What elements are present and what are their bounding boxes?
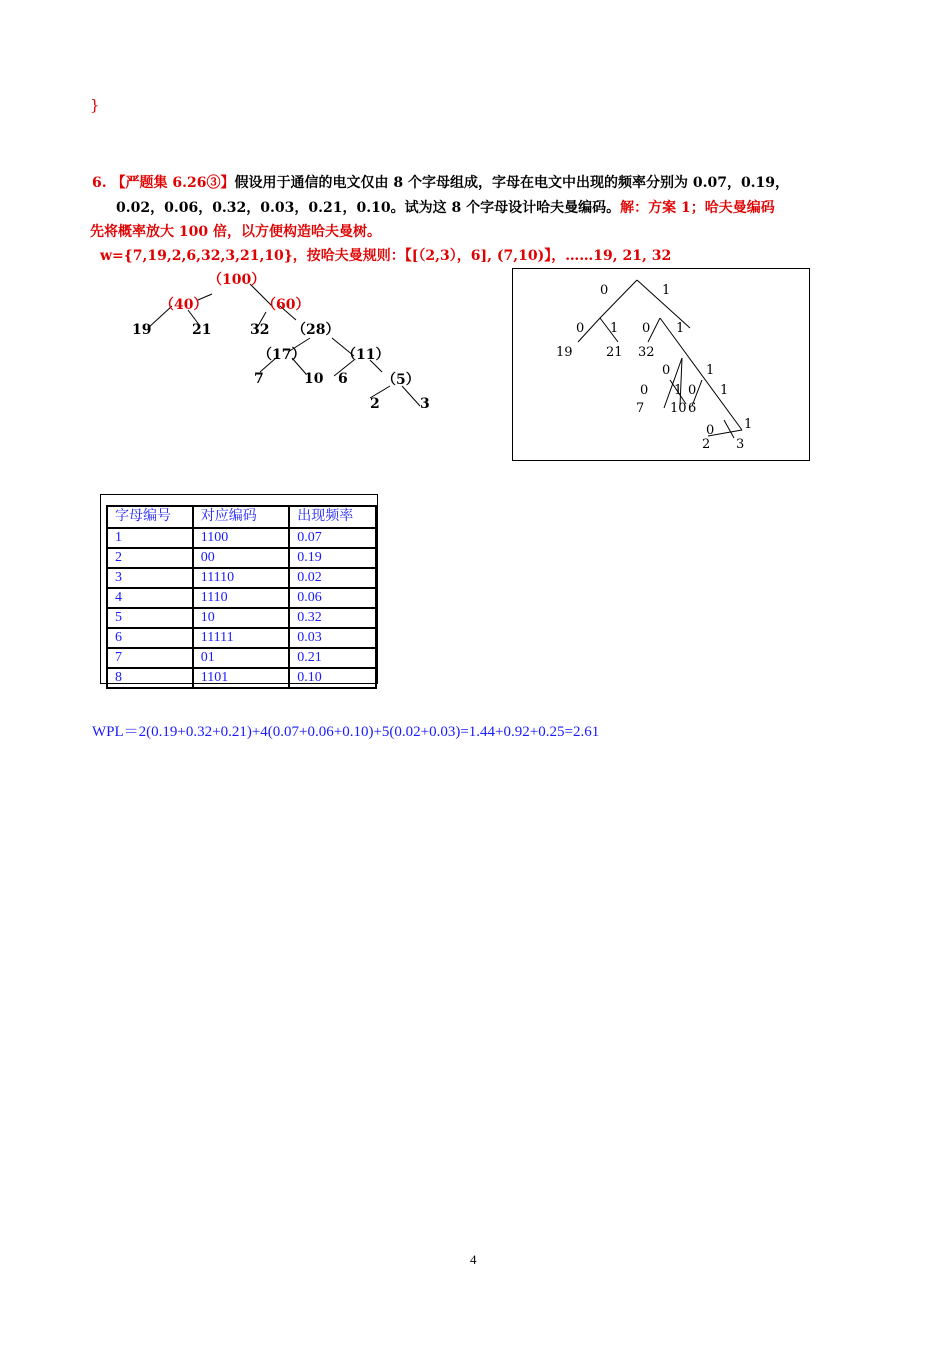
node-100: （100）	[208, 272, 266, 288]
cell-letter: 4	[107, 588, 193, 608]
cell-letter: 8	[107, 668, 193, 688]
code-leaf-7: 7	[636, 401, 645, 416]
bit-a1: 1	[610, 321, 619, 336]
cell-code: 1110	[193, 588, 290, 608]
bit-f0: 0	[706, 423, 715, 438]
cell-letter: 3	[107, 568, 193, 588]
solution-label: 解：方案 1；哈夫曼编码	[620, 200, 775, 216]
code-table-frame	[100, 494, 378, 684]
cell-code: 11111	[193, 628, 290, 648]
bit-a0: 0	[576, 321, 585, 336]
cell-frequency: 0.10	[289, 668, 376, 688]
cell-letter: 2	[107, 548, 193, 568]
node-60: （60）	[262, 297, 310, 313]
leaf-2: 2	[370, 396, 380, 412]
question-number: 6.	[92, 175, 107, 191]
leaf-7: 7	[254, 371, 264, 387]
bit-b1: 1	[676, 321, 685, 336]
cell-letter: 6	[107, 628, 193, 648]
code-table	[106, 505, 377, 689]
table-row	[107, 528, 376, 548]
huffman-code-tree	[512, 268, 812, 463]
code-leaf-3: 3	[736, 437, 745, 452]
code-leaf-32: 32	[638, 345, 655, 360]
leaf-6: 6	[338, 371, 348, 387]
bit-c1: 1	[706, 363, 715, 378]
cell-frequency: 0.21	[289, 648, 376, 668]
code-leaf-10: 10	[670, 401, 687, 416]
edge-f1	[724, 420, 734, 438]
question-line-1	[92, 172, 789, 192]
node-28: （28）	[292, 322, 340, 338]
header-frequency: 出现频率	[289, 506, 376, 528]
cell-code: 01	[193, 648, 290, 668]
leaf-10: 10	[304, 371, 324, 387]
bit-b0: 0	[642, 321, 651, 336]
table-row	[107, 608, 376, 628]
cell-code: 11110	[193, 568, 290, 588]
cell-frequency: 0.32	[289, 608, 376, 628]
huffman-weight-tree	[120, 262, 450, 422]
cell-frequency: 0.02	[289, 568, 376, 588]
wpl-formula: WPL＝2(0.19+0.32+0.21)+4(0.07+0.06+0.10)+5(0.02+0.03)=1.44+0.92+0.25=2.61	[92, 724, 600, 740]
node-17: （17）	[258, 347, 306, 363]
edge-c-mid	[680, 358, 682, 406]
bit-e1: 1	[720, 383, 729, 398]
node-11: （11）	[342, 347, 390, 363]
question-text-1: 假设用于通信的电文仅由 8 个字母组成，字母在电文中出现的频率分别为 0.07，0.19，	[234, 175, 790, 191]
bit-c0: 0	[662, 363, 671, 378]
table-row	[107, 588, 376, 608]
cell-letter: 1	[107, 528, 193, 548]
cell-code: 10	[193, 608, 290, 628]
cell-code: 1101	[193, 668, 290, 688]
code-leaf-6: 6	[688, 401, 697, 416]
cell-letter: 7	[107, 648, 193, 668]
header-letter-no: 字母编号	[107, 506, 193, 528]
table-header-row	[107, 506, 376, 528]
cell-frequency: 0.07	[289, 528, 376, 548]
cell-frequency: 0.19	[289, 548, 376, 568]
weights-line: w={7,19,2,6,32,3,21,10}，按哈夫曼规则：【[（2,3），6], (7,10)】，……19, 21, 32	[100, 248, 672, 264]
bit-root-1: 1	[662, 283, 671, 298]
question-text-2: 0.02，0.06，0.32，0.03，0.21，0.10。试为这 8 个字母设计哈夫曼编码。	[116, 200, 621, 216]
table-row	[107, 668, 376, 688]
question-line-3: 先将概率放大 100 倍，以方便构造哈夫曼树。	[90, 224, 381, 240]
cell-letter: 5	[107, 608, 193, 628]
cell-code: 1100	[193, 528, 290, 548]
leaf-32: 32	[250, 322, 270, 338]
leaf-19: 19	[132, 322, 152, 338]
header-code: 对应编码	[193, 506, 290, 528]
closing-brace: }	[90, 96, 100, 114]
bit-d1: 1	[674, 383, 683, 398]
page-number: 4	[470, 1252, 477, 1267]
table-row	[107, 648, 376, 668]
cell-code: 00	[193, 548, 290, 568]
table-row	[107, 568, 376, 588]
code-leaf-21: 21	[606, 345, 623, 360]
table-row	[107, 628, 376, 648]
question-line-2	[116, 197, 775, 217]
code-tree-frame	[513, 269, 810, 461]
node-5: （5）	[382, 372, 420, 388]
node-40: （40）	[160, 297, 208, 313]
leaf-21: 21	[192, 322, 212, 338]
edge-5-3	[402, 386, 420, 406]
leaf-3: 3	[420, 396, 430, 412]
code-leaf-2: 2	[702, 437, 711, 452]
question-tag: 【严题集 6.26③】	[111, 175, 235, 191]
bit-d0: 0	[640, 383, 649, 398]
code-leaf-19: 19	[556, 345, 573, 360]
bit-f1: 1	[744, 417, 753, 432]
bit-root-0: 0	[600, 283, 609, 298]
bit-e0: 0	[688, 383, 697, 398]
cell-frequency: 0.06	[289, 588, 376, 608]
cell-frequency: 0.03	[289, 628, 376, 648]
table-row	[107, 548, 376, 568]
